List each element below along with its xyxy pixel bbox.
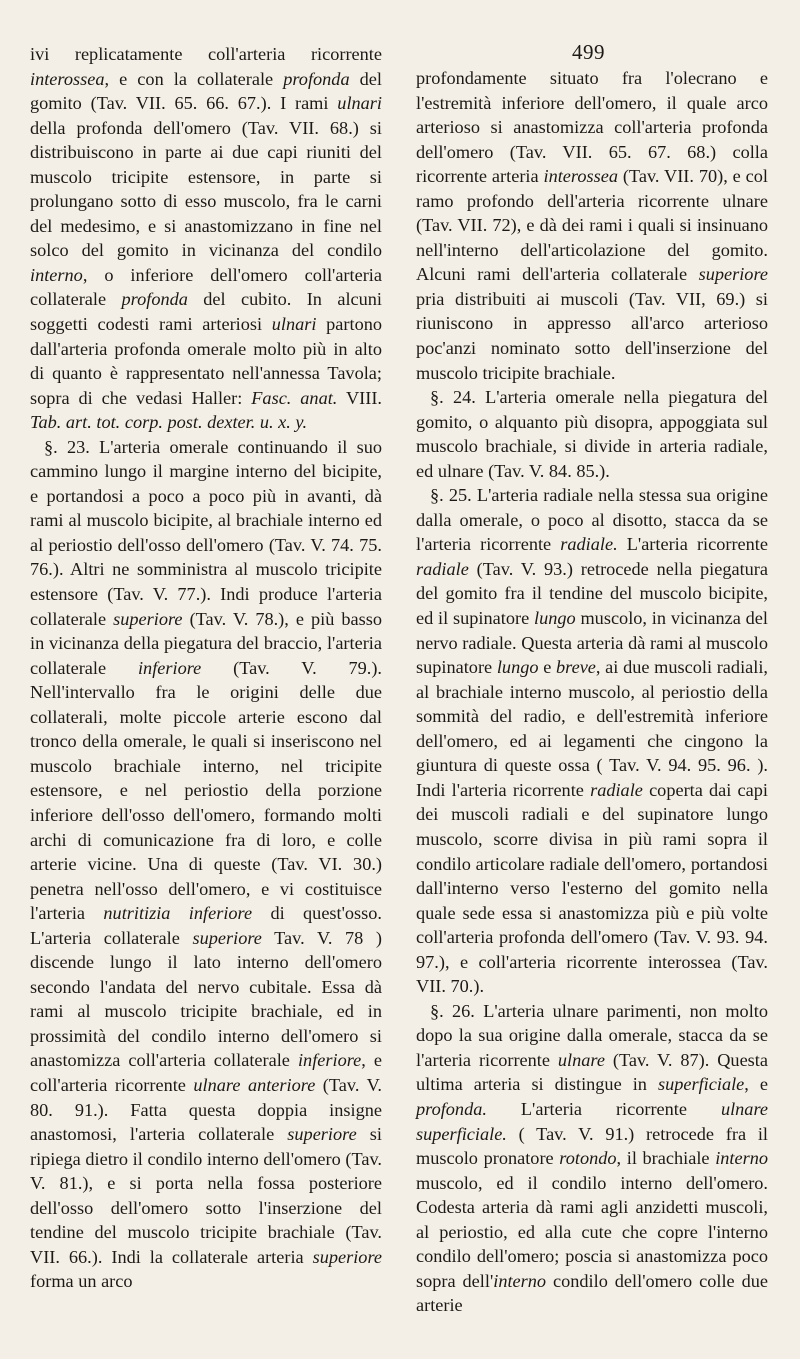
paragraph-section-24: §. 24. L'arteria omerale nella piegatura del gomito, o alquanto più disopra, appoggiata sul muscolo brachiale, si divide in arteria radiale, ed ulnare (Tav. V. 84. 85.). [416, 387, 768, 481]
paragraph-section-26: §. 26. L'arteria ulnare parimenti, non molto dopo la sua origine dalla omerale, stacca da se l'arteria ricorrente ulnare (Tav. V. 87). Questa ultima arteria si distingue in superficiale, e profonda. L'arteria ricorrente ulnare superficiale. ( Tav. V. 91.) retrocede fra il muscolo pronatore rotondo, il brachiale interno muscolo, ed il condilo interno dell'omero. Codesta arteria dà rami agli anzidetti muscoli, al periostio, ed alla cute che copre l'interno condilo dell'omero; poscia si anastomizza poco sopra dell'interno condilo dell'omero colle due arterie [416, 1000, 768, 1316]
page-number: 499 [572, 40, 605, 64]
left-column [30, 42, 382, 1294]
paragraph-continuation-right: profondamente situato fra l'olecrano e l'estremità inferiore dell'omero, il quale arco arterioso si anastomizza coll'arteria profonda dell'omero (Tav. VII. 65. 67. 68.) colla ricorrente arteria interossea (Tav. VII. 70), e col ramo profondo dell'arteria ricorrente ulnare (Tav. VII. 72), e dà dei rami i quali si insinuano nell'interno dell'articolazione del gomito. Alcuni rami dell'arteria collaterale superiore pria distribuiti ai muscoli (Tav. VII, 69.) si riuniscono in appresso all'arco arterioso poc'anzi nominato sotto dell'inserzione del muscolo tricipite brachiale. [416, 68, 768, 383]
paragraph-continuation: ivi replicatamente coll'arteria ricorrente interossea, e con la collaterale profonda del gomito (Tav. VII. 65. 66. 67.). I rami ulnari della profonda dell'omero (Tav. VII. 68.) si distribuiscono in parte ai due capi riuniti del muscolo tricipite estensore, in parte si prolungano sotto di esso muscolo, fra le carni del medesimo, e si anastomizzano in fine nel solco del gomito in vicinanza del condilo interno, o inferiore dell'omero coll'arteria collaterale profonda del cubito. In alcuni soggetti codesti rami arteriosi ulnari partono dall'arteria profonda omerale molto più in alto di quanto è rappresentato nell'annessa Tavola; sopra di che vedasi Haller: Fasc. anat. VIII. Tab. art. tot. corp. post. dexter. u. x. y. [30, 44, 383, 433]
paragraph-section-25: §. 25. L'arteria radiale nella stessa sua origine dalla omerale, o poco al disotto, stacca da se l'arteria ricorrente radiale. L'arteria ricorrente radiale (Tav. V. 93.) retrocede nella piegatura del gomito fra il tendine del muscolo bicipite, ed il supinatore lungo muscolo, in vicinanza del nervo radiale. Questa arteria dà rami al muscolo supinatore lungo e breve, ai due muscoli radiali, al brachiale interno muscolo, al periostio della sommità del radio, e dell'estremità inferiore dell'omero, ed ai legamenti che cingono la giuntura di queste ossa ( Tav. V. 94. 95. 96. ). Indi l'arteria ricorrente radiale coperta dai capi dei muscoli radiali e del supinatore lungo muscolo, scorre divisa in più rami sopra il condilo articolare radiale dell'omero, portandosi dall'interno verso l'esterno del gomito nella quale sede essa si anastomizza più e più volte coll'arteria profonda dell'omero (Tav. V. 93. 94. 97.), e coll'arteria ricorrente interossea (Tav. VII. 70.). [416, 485, 768, 997]
paragraph-section-23: §. 23. L'arteria omerale continuando il suo cammino lungo il margine interno del bicipite, e portandosi a poco a poco più in avanti, dà rami al muscolo bicipite, al brachiale interno ed al periostio dell'osso dell'omero (Tav. V. 74. 75. 76.). Altri ne somministra al muscolo tricipite estensore (Tav. V. 77.). Indi produce l'arteria collaterale superiore (Tav. V. 78.), e più basso in vicinanza della piegatura del braccio, l'arteria collaterale inferiore (Tav. V. 79.). Nell'intervallo fra le origini delle due collaterali, molte piccole arterie escono dal tronco della omerale, le quali si inseriscono nel muscolo brachiale interno, nel tricipite estensore, e nel periostio della porzione inferiore dell'osso dell'omero, formando molti archi di comunicazione fra di loro, e colle arterie vicine. Una di queste (Tav. VI. 30.) penetra nell'osso dell'omero, e vi costituisce l'arteria nutritizia inferiore di quest'osso. L'arteria collaterale superiore Tav. V. 78 ) discende lungo il lato interno dell'omero secondo l'andata del nervo cubitale. Essa dà rami al muscolo tricipite brachiale, ed in prossimità del condilo interno dell'omero si anastomizza coll'arteria collaterale inferiore, e coll'arteria ricorrente ulnare anteriore (Tav. V. 80. 91.). Fatta questa doppia insigne anastomosi, l'arteria collaterale superiore si ripiega dietro il condilo interno dell'omero (Tav. V. 81.), e si porta nella fossa posteriore dell'osso dell'omero sotto l'inserzione del tendine del muscolo tricipite brachiale (Tav. VII. 66.). Indi la collaterale arteria superiore forma un arco [30, 436, 383, 1292]
right-column [416, 42, 768, 1318]
